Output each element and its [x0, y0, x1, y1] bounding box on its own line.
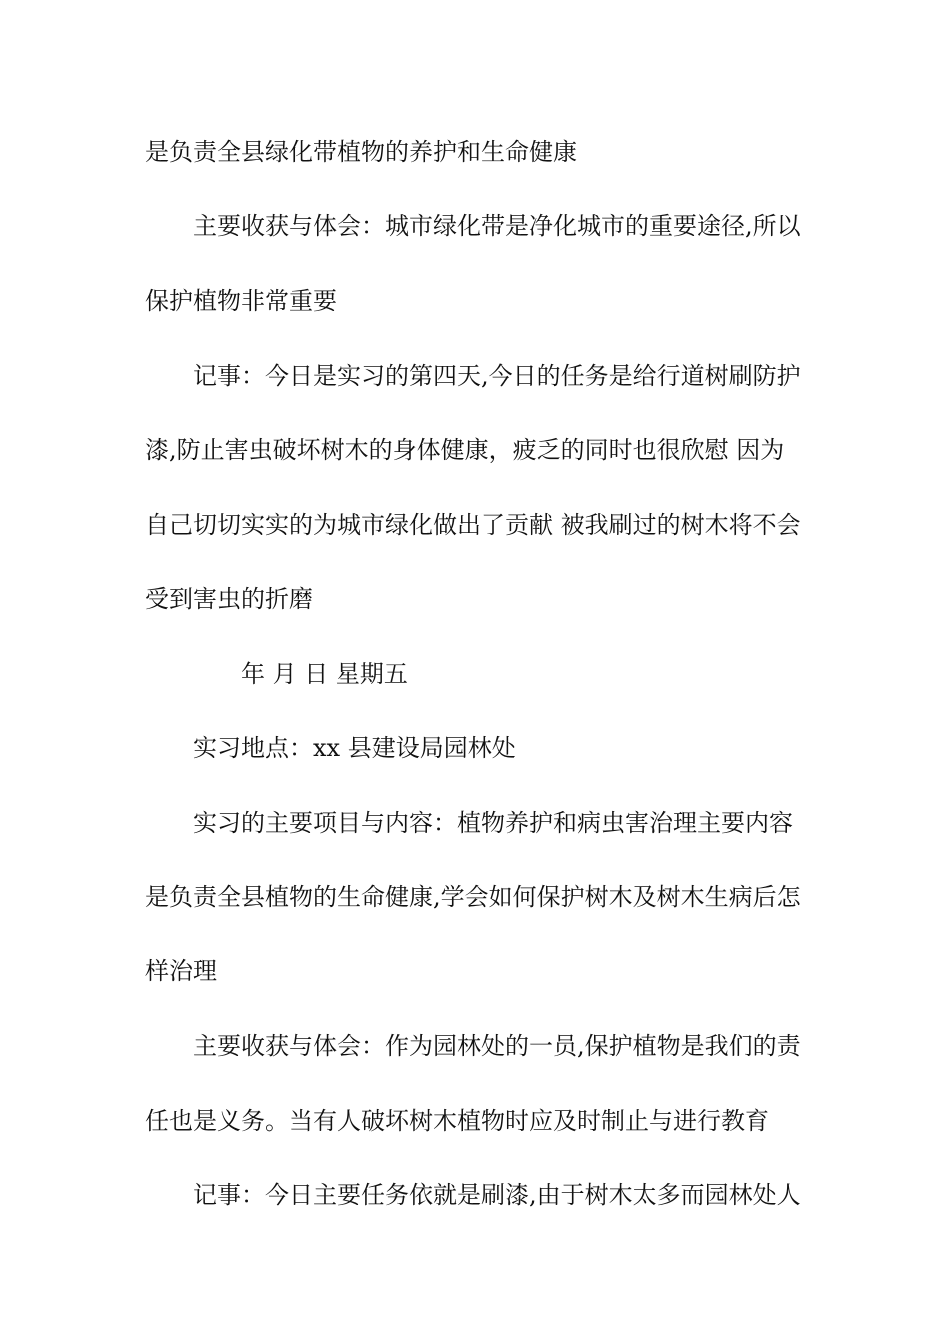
- text-line-1: 是负责全县绿化带植物的养护和生命健康: [145, 138, 577, 166]
- text-line-5: 漆,防止害虫破坏树木的身体健康，疲乏的同时也很欣慰 因为: [145, 436, 785, 464]
- text-line-6: 自己切切实实的为城市绿化做出了贡献 被我刷过的树木将不会: [145, 511, 801, 539]
- text-line-11: 是负责全县植物的生命健康,学会如何保护树木及树木生病后怎: [145, 883, 801, 911]
- text-line-7: 受到害虫的折磨: [145, 585, 313, 613]
- text-line-9: 实习地点：xx 县建设局园林处: [193, 734, 516, 762]
- text-line-10: 实习的主要项目与内容：植物养护和病虫害治理主要内容: [193, 809, 793, 837]
- text-line-13: 主要收获与体会：作为园林处的一员,保护植物是我们的责: [193, 1032, 801, 1060]
- text-line-14: 任也是义务。当有人破坏树木植物时应及时制止与进行教育: [145, 1107, 769, 1135]
- text-line-3: 保护植物非常重要: [145, 287, 337, 315]
- text-line-15: 记事：今日主要任务依就是刷漆,由于树木太多而园林处人: [193, 1181, 801, 1209]
- text-line-2: 主要收获与体会：城市绿化带是净化城市的重要途径,所以: [193, 212, 801, 240]
- date-line: 年 月 日 星期五: [241, 660, 408, 688]
- text-line-4: 记事：今日是实习的第四天,今日的任务是给行道树刷防护: [193, 362, 801, 390]
- text-line-12: 样治理: [145, 957, 217, 985]
